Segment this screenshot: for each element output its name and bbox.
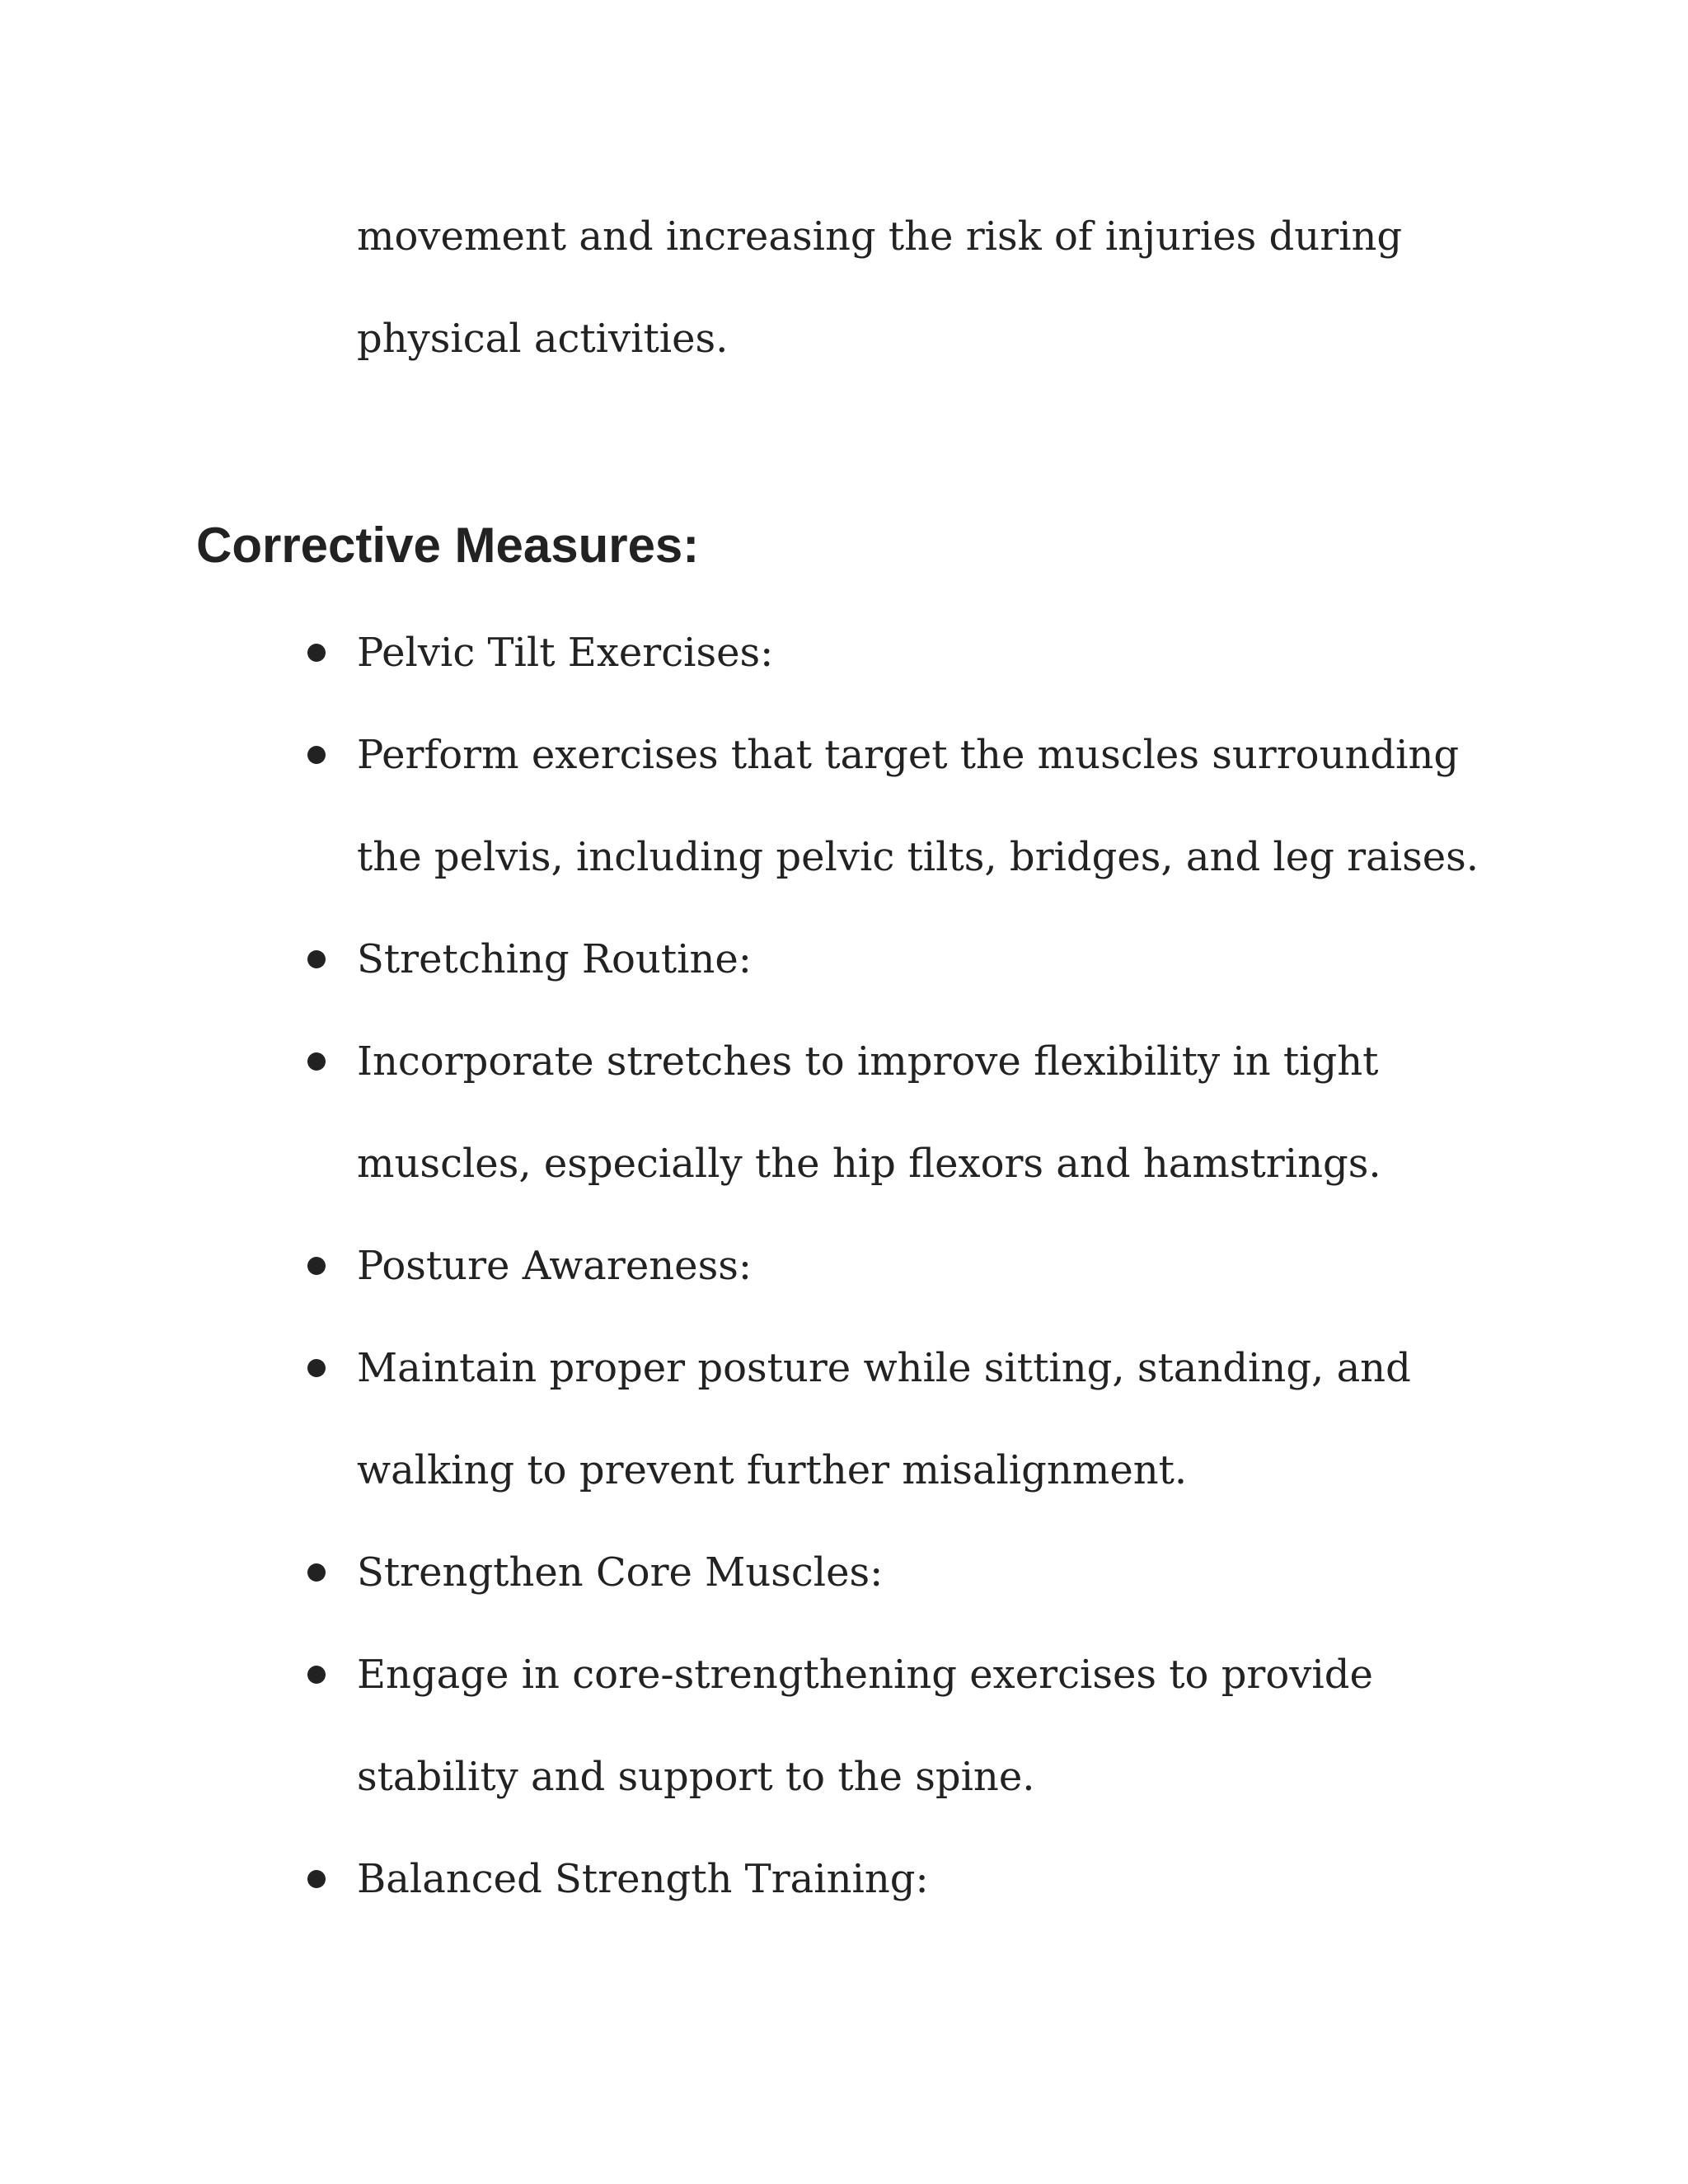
list-item [357, 1624, 1527, 1828]
list-item [357, 1828, 1527, 1930]
list-item-text: Perform exercises that target the muscles surrounding the pelvis, including pelvic tilts, bridges, and leg raises. [357, 732, 1479, 880]
list-item [357, 1010, 1527, 1215]
bullet-icon [307, 950, 326, 968]
list-item-text: Engage in core-strengthening exercises to provide stability and support to the spine. [357, 1652, 1373, 1800]
list-item [357, 602, 1527, 704]
list-item [357, 1521, 1527, 1624]
list-item-text: Incorporate stretches to improve flexibility in tight muscles, especially the hip flexors and hamstrings. [357, 1038, 1381, 1187]
list-item-text: Stretching Routine: [357, 936, 752, 982]
list-item [357, 1215, 1527, 1317]
bullet-icon [307, 1666, 326, 1684]
list-item-text: Strengthen Core Muscles: [357, 1549, 884, 1596]
continuation-paragraph: movement and increasing the risk of injuries during physical activities. [357, 213, 1403, 362]
list-item-text: Posture Awareness: [357, 1243, 753, 1289]
bullet-icon [307, 644, 326, 662]
section-heading: Corrective Measures: [196, 518, 700, 573]
list-item-text: Maintain proper posture while sitting, standing, and walking to prevent further misalignment. [357, 1345, 1411, 1493]
list-item-text: Balanced Strength Training: [357, 1856, 929, 1902]
bullet-icon [307, 1257, 326, 1275]
bullet-icon [307, 746, 326, 764]
bullet-icon [307, 1870, 326, 1888]
list-item [357, 908, 1527, 1010]
bullet-icon [307, 1359, 326, 1377]
bullet-icon [307, 1563, 326, 1582]
list-item [357, 1317, 1527, 1521]
list-item-text: Pelvic Tilt Exercises: [357, 630, 774, 676]
corrective-measures-list [357, 602, 1527, 1930]
bullet-icon [307, 1052, 326, 1071]
list-item [357, 704, 1527, 908]
